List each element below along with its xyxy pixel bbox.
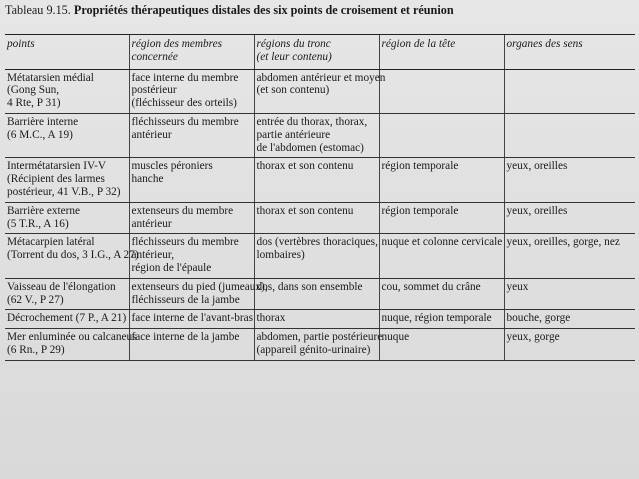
cell-line: yeux, oreilles xyxy=(506,204,568,217)
cell-line: postérieur, 41 V.B., P 32) xyxy=(7,185,121,198)
cell-line: face interne de l'avant-bras xyxy=(131,312,254,325)
cell-line: organes des sens xyxy=(506,38,583,50)
cell-points xyxy=(5,329,137,361)
cell-line: Métatarsien médial xyxy=(7,71,94,84)
cell-line: extenseurs du membre xyxy=(131,204,234,217)
cell-line: entrée du thorax, thorax, xyxy=(256,115,368,128)
column-header-limb-region xyxy=(129,35,254,70)
table-row xyxy=(5,329,635,361)
cell-line: région temporale xyxy=(381,160,459,173)
cell-line: lombaires) xyxy=(256,249,305,262)
cell-head-region xyxy=(379,234,504,278)
cell-sense-organs xyxy=(504,69,635,113)
caption-prefix: Tableau 9.15. xyxy=(5,3,71,17)
cell-line: yeux, oreilles, gorge, nez xyxy=(506,236,620,249)
cell-line: fléchisseurs du membre xyxy=(131,236,239,249)
cell-line: dos, dans son ensemble xyxy=(256,280,363,293)
cell-line: points xyxy=(7,38,35,50)
cell-sense-organs xyxy=(504,113,635,157)
cell-limb-region xyxy=(129,234,254,278)
cell-points xyxy=(5,69,129,113)
cell-line: concernée xyxy=(131,50,178,63)
cell-trunk-region xyxy=(254,69,386,113)
cell-line: régions du tronc xyxy=(256,38,331,50)
cell-line: abdomen antérieur et moyen xyxy=(256,71,386,84)
cell-line: nuque, région temporale xyxy=(381,312,492,325)
cell-line: thorax et son contenu xyxy=(256,204,354,217)
cell-line: Intermétatarsien IV-V xyxy=(7,160,107,173)
cell-line: région des membres xyxy=(131,38,223,50)
cell-head-region xyxy=(379,329,504,361)
cell-sense-organs xyxy=(504,310,635,329)
cell-head-region xyxy=(379,69,504,113)
cell-head-region xyxy=(379,202,504,234)
cell-points xyxy=(5,234,139,278)
cell-line: thorax et son contenu xyxy=(256,160,354,173)
caption-title: Propriétés thérapeutiques distales des six points de croisement et réunion xyxy=(73,3,454,17)
cell-line: (5 T.R., A 16) xyxy=(7,217,69,230)
cell-trunk-region xyxy=(254,113,379,157)
cell-line: 4 Rte, P 31) xyxy=(7,97,61,110)
table-row xyxy=(5,234,635,278)
cell-line: Métacarpien latéral xyxy=(7,236,95,249)
cell-line: antérieur xyxy=(131,217,172,230)
cell-head-region xyxy=(379,278,504,310)
cell-trunk-region xyxy=(254,310,379,329)
cell-limb-region xyxy=(129,202,254,234)
cell-trunk-region xyxy=(254,278,379,310)
cell-line: nuque xyxy=(381,331,410,344)
cell-line: (fléchisseur des orteils) xyxy=(131,97,237,110)
column-header-trunk-region xyxy=(254,35,379,70)
table-row xyxy=(5,158,635,202)
cell-line: de l'abdomen (estomac) xyxy=(256,141,364,154)
cell-line: fléchisseurs de la jambe xyxy=(131,293,240,306)
table-caption xyxy=(5,3,454,18)
cell-trunk-region xyxy=(254,329,383,361)
cell-limb-region xyxy=(129,69,254,113)
cell-head-region xyxy=(379,113,504,157)
cell-line: (et son contenu) xyxy=(256,84,330,97)
cell-line: (et leur contenu) xyxy=(256,50,332,63)
cell-line: nuque et colonne cervicale xyxy=(381,236,503,249)
cell-line: partie antérieure xyxy=(256,128,331,141)
cell-sense-organs xyxy=(504,329,635,361)
cell-line: abdomen, partie postérieure xyxy=(256,331,383,344)
cell-line: région temporale xyxy=(381,204,459,217)
cell-line: fléchisseurs du membre xyxy=(131,115,239,128)
cell-points xyxy=(5,158,129,202)
cell-line: Décrochement (7 P., A 21) xyxy=(7,312,127,325)
table-body xyxy=(5,69,635,360)
cell-line: (Gong Sun, xyxy=(7,84,60,97)
cell-line: antérieur xyxy=(131,128,172,141)
cell-limb-region xyxy=(129,310,254,329)
cell-limb-region xyxy=(129,278,268,310)
table-row xyxy=(5,113,635,157)
cell-line: muscles péroniers xyxy=(131,160,213,173)
cell-line: dos (vertèbres thoraciques, xyxy=(256,236,378,249)
table-row xyxy=(5,69,635,113)
column-header-head-region xyxy=(379,35,504,70)
table-row xyxy=(5,202,635,234)
cell-head-region xyxy=(379,310,504,329)
cell-line: yeux, oreilles xyxy=(506,160,568,173)
column-header-sense-organs xyxy=(504,35,635,70)
cell-line: (62 V., P 27) xyxy=(7,293,64,306)
cell-line: (6 M.C., A 19) xyxy=(7,128,73,141)
cell-sense-organs xyxy=(504,202,635,234)
cell-sense-organs xyxy=(504,158,635,202)
cell-line: (6 Rn., P 29) xyxy=(7,343,65,356)
cell-trunk-region xyxy=(254,202,379,234)
cell-limb-region xyxy=(129,113,254,157)
cell-line: hanche xyxy=(131,173,164,186)
cell-limb-region xyxy=(129,329,254,361)
cell-points xyxy=(5,202,129,234)
cell-line: cou, sommet du crâne xyxy=(381,280,481,293)
cell-points xyxy=(5,310,129,329)
cell-trunk-region xyxy=(254,158,379,202)
cell-line: thorax xyxy=(256,312,286,325)
cell-line: région de l'épaule xyxy=(131,261,212,274)
cell-line: extenseurs du pied (jumeaux), xyxy=(131,280,268,293)
cell-line: Barrière externe xyxy=(7,204,81,217)
cell-line: (Torrent du dos, 3 I.G., A 27) xyxy=(7,249,139,262)
table-row xyxy=(5,310,635,329)
cell-line: région de la tête xyxy=(381,38,456,50)
cell-line: (appareil génito-urinaire) xyxy=(256,343,371,356)
cell-line: Vaisseau de l'élongation xyxy=(7,280,116,293)
cell-sense-organs xyxy=(504,278,635,310)
cell-head-region xyxy=(379,158,504,202)
cell-line: face interne de la jambe xyxy=(131,331,240,344)
cell-line: yeux xyxy=(506,280,529,293)
cell-line: yeux, gorge xyxy=(506,331,560,344)
cell-line: bouche, gorge xyxy=(506,312,571,325)
cell-points xyxy=(5,113,129,157)
therapeutic-properties-table xyxy=(5,34,635,361)
table-row xyxy=(5,278,635,310)
cell-limb-region xyxy=(129,158,254,202)
cell-line: antérieur, xyxy=(131,249,175,262)
cell-sense-organs xyxy=(504,234,635,278)
cell-line: face interne du membre xyxy=(131,71,239,84)
header-row xyxy=(5,35,635,70)
cell-trunk-region xyxy=(254,234,379,278)
column-header-points xyxy=(5,35,129,70)
cell-points xyxy=(5,278,129,310)
cell-line: Barrière interne xyxy=(7,115,79,128)
cell-line: (Récipient des larmes xyxy=(7,173,105,186)
cell-line: Mer enluminée ou calcaneus xyxy=(7,331,137,344)
cell-line: postérieur xyxy=(131,84,177,97)
